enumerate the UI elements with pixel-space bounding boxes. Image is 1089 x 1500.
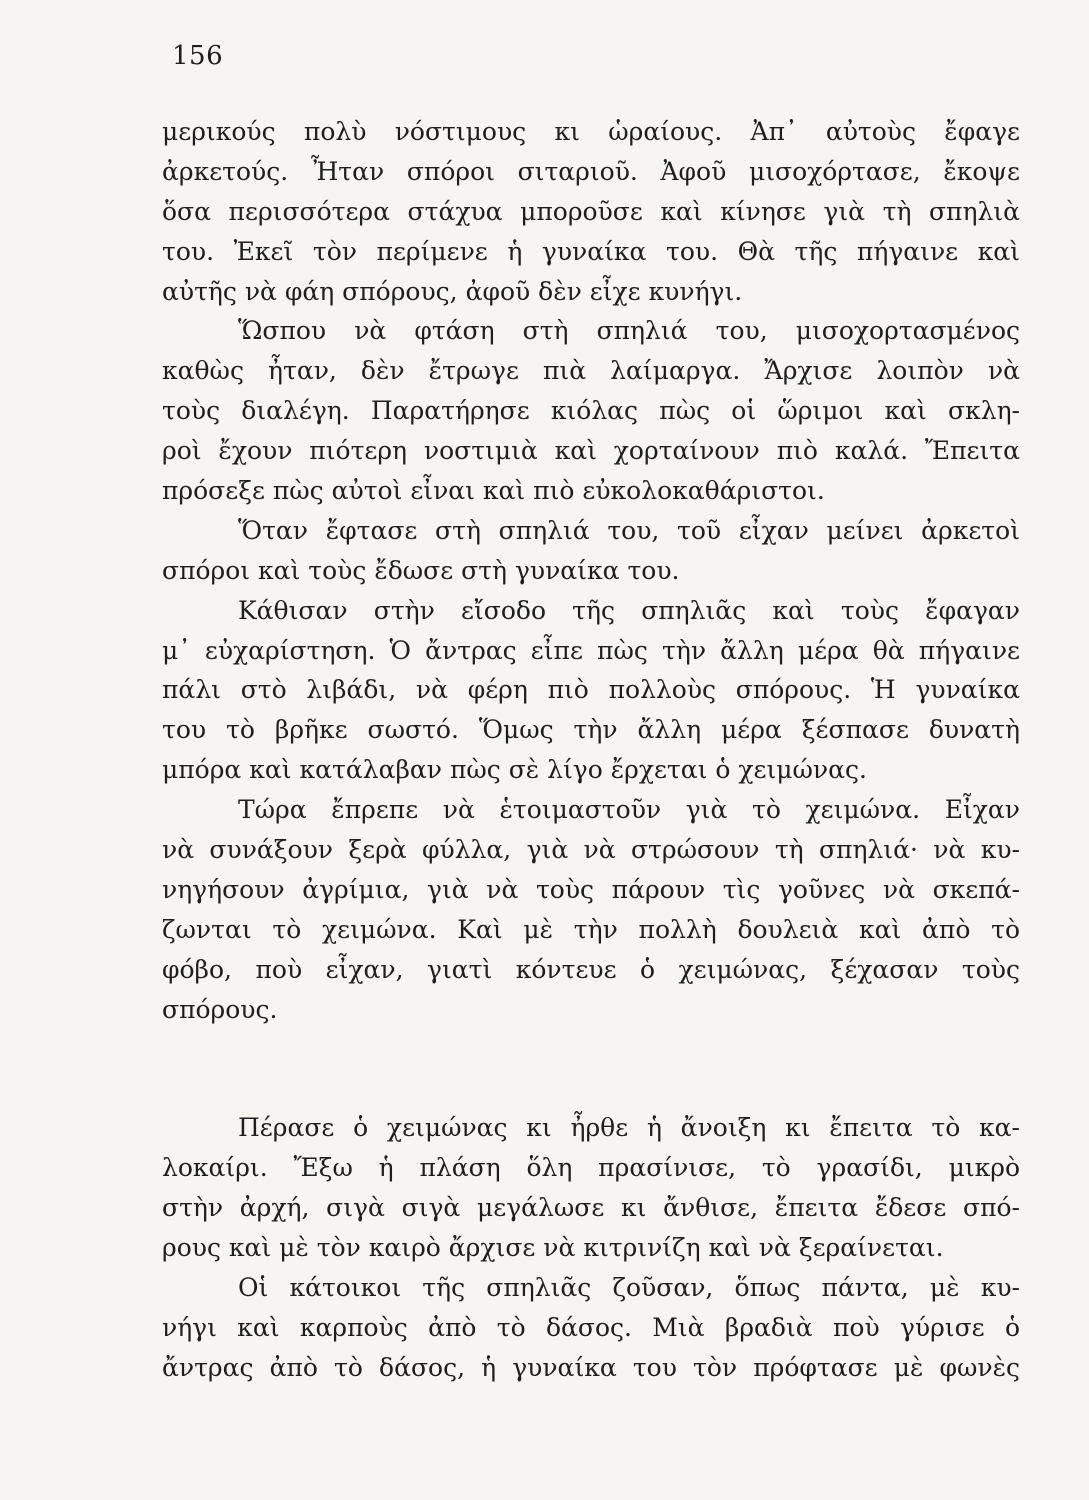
text-line: Τώρα ἔπρεπε νὰ ἑτοιμαστοῦν γιὰ τὸ χειμώνα. Εἶχαν xyxy=(238,795,1020,825)
text-line: στὴν ἀρχή, σιγὰ σιγὰ μεγάλωσε κι ἄνθισε, ἔπειτα ἔδεσε σπό- xyxy=(162,1193,1020,1223)
text-line: Οἱ κάτοικοι τῆς σπηλιᾶς ζοῦσαν, ὅπως πάντα, μὲ κυ- xyxy=(238,1273,1020,1303)
text-line: νήγι καὶ καρποὺς ἀπὸ τὸ δάσος. Μιὰ βραδιὰ ποὺ γύρισε ὁ xyxy=(162,1312,1020,1342)
text-line: μπόρα καὶ κατάλαβαν πὼς σὲ λίγο ἔρχεται ὁ χειμώνας. xyxy=(162,755,867,785)
text-line: Πέρασε ὁ χειμώνας κι ἦρθε ἡ ἄνοιξη κι ἔπειτα τὸ κα- xyxy=(238,1113,1020,1143)
page-number: 156 xyxy=(172,41,224,71)
section-break xyxy=(162,1029,1020,1108)
text-line: Ὥσπου νὰ φτάση στὴ σπηλιά του, μισοχορτασμένος xyxy=(238,316,1020,346)
text-line: ὅσα περισσότερα στάχυα μποροῦσε καὶ κίνησε γιὰ τὴ σπηλιὰ xyxy=(162,196,1020,226)
text-line: ζωνται τὸ χειμώνα. Καὶ μὲ τὴν πολλὴ δουλειὰ καὶ ἀπὸ τὸ xyxy=(162,914,1020,944)
text-line: φόβο, ποὺ εἶχαν, γιατὶ κόντευε ὁ χειμώνας, ξέχασαν τοὺς xyxy=(162,954,1020,984)
text-line: τοὺς διαλέγη. Παρατήρησε κιόλας πὼς οἱ ὥριμοι καὶ σκλη- xyxy=(162,396,1020,426)
text-line: σπόρους. xyxy=(162,994,278,1024)
text-line: σπόροι καὶ τοὺς ἔδωσε στὴ γυναίκα του. xyxy=(162,555,680,585)
text-line: πάλι στὸ λιβάδι, νὰ φέρη πιὸ πολλοὺς σπόρους. Ἡ γυναίκα xyxy=(162,675,1020,705)
text-line: καθὼς ἦταν, δὲν ἔτρωγε πιὰ λαίμαργα. Ἄρχισε λοιπὸν νὰ xyxy=(162,356,1020,386)
text-line: λοκαίρι. Ἔξω ἡ πλάση ὅλη πρασίνισε, τὸ γρασίδι, μικρὸ xyxy=(162,1153,1020,1183)
text-line: ροὶ ἔχουν πιότερη νοστιμιὰ καὶ χορταίνουν πιὸ καλά. Ἔπειτα xyxy=(162,436,1020,466)
text-line: του τὸ βρῆκε σωστό. Ὅμως τὴν ἄλλη μέρα ξέσπασε δυνατὴ xyxy=(162,715,1020,745)
text-line: νὰ συνάξουν ξερὰ φύλλα, γιὰ νὰ στρώσουν τὴ σπηλιά· νὰ κυ- xyxy=(162,835,1020,865)
body-text xyxy=(162,112,1020,1388)
text-line: ἄντρας ἀπὸ τὸ δάσος, ἡ γυναίκα του τὸν πρόφτασε μὲ φωνὲς xyxy=(162,1352,1020,1382)
text-line: νηγήσουν ἀγρίμια, γιὰ νὰ τοὺς πάρουν τὶς γοῦνες νὰ σκεπά- xyxy=(162,874,1020,904)
text-line: αὐτῆς νὰ φάη σπόρους, ἀφοῦ δὲν εἶχε κυνήγι. xyxy=(162,276,743,306)
text-line: ρους καὶ μὲ τὸν καιρὸ ἄρχισε νὰ κιτρινίζη καὶ νὰ ξεραίνεται. xyxy=(162,1233,944,1263)
text-line: ἀρκετούς. Ἦταν σπόροι σιταριοῦ. Ἀφοῦ μισοχόρτασε, ἔκοψε xyxy=(162,156,1020,186)
text-line: Ὅταν ἔφτασε στὴ σπηλιά του, τοῦ εἶχαν μείνει ἀρκετοὶ xyxy=(238,515,1020,545)
text-line: του. Ἐκεῖ τὸν περίμενε ἡ γυναίκα του. Θὰ τῆς πήγαινε καὶ xyxy=(162,236,1020,266)
text-line: Κάθισαν στὴν εἴσοδο τῆς σπηλιᾶς καὶ τοὺς ἔφαγαν xyxy=(238,595,1020,625)
text-line: μ᾽ εὐχαρίστηση. Ὁ ἄντρας εἶπε πὼς τὴν ἄλλη μέρα θὰ πήγαινε xyxy=(162,635,1020,665)
text-line: μερικούς πολὺ νόστιμους κι ὡραίους. Ἀπ᾽ αὐτοὺς ἔφαγε xyxy=(162,117,1020,146)
text-line: πρόσεξε πὼς αὐτοὶ εἶναι καὶ πιὸ εὐκολοκαθάριστοι. xyxy=(162,476,825,506)
